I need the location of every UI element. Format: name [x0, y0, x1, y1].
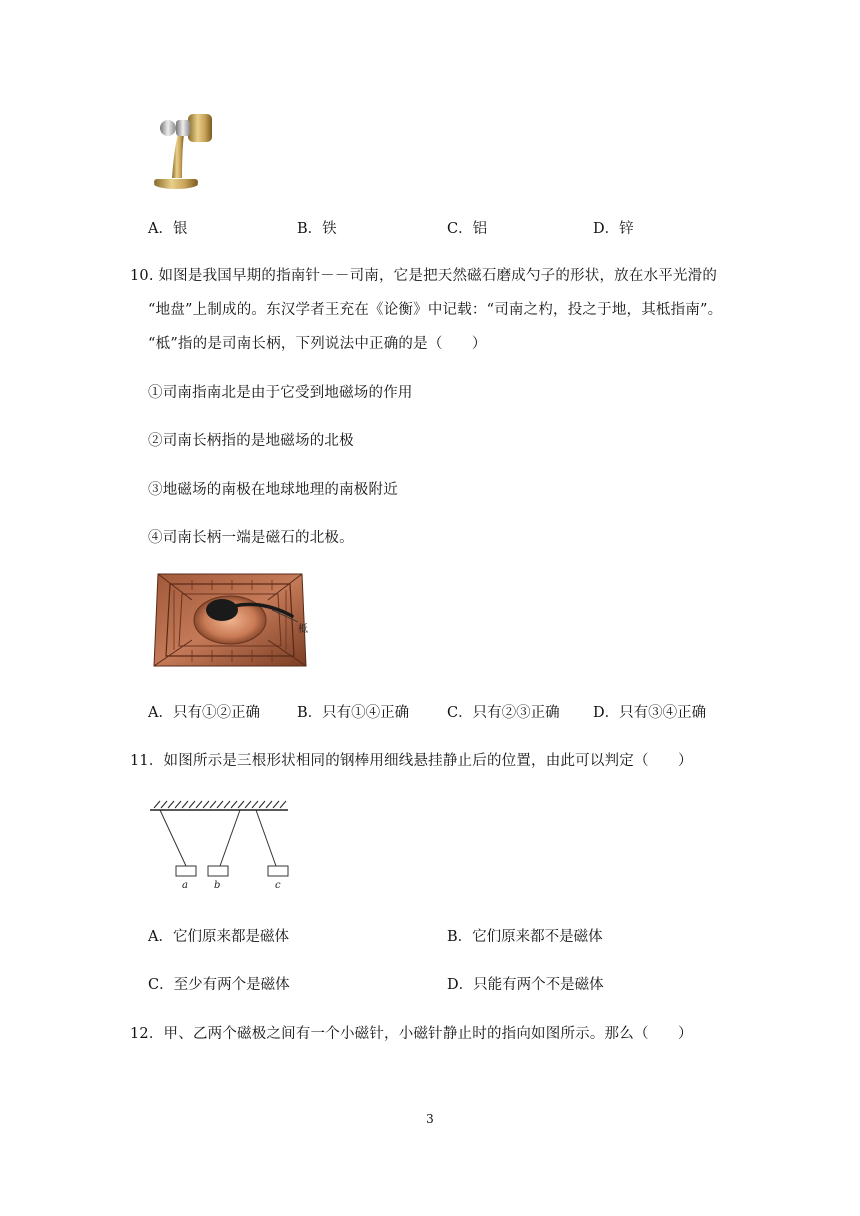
sinan-compass-image — [152, 570, 322, 672]
q10-option-d: D．只有③④正确 — [593, 705, 707, 721]
rod-label-c: c — [275, 880, 281, 891]
q9-option-b: B．铁 — [297, 221, 337, 237]
page-number: 3 — [426, 1112, 434, 1126]
rod-label-a: a — [182, 880, 188, 891]
q10-statement-1: ①司南指南北是由于它受到地磁场的作用 — [148, 385, 413, 401]
q9-option-d: D．锌 — [593, 221, 634, 237]
q11-option-b: B．它们原来都不是磁体 — [447, 929, 603, 945]
q10-statement-2: ②司南长柄指的是地磁场的北极 — [148, 433, 354, 449]
q11-stem: 11．如图所示是三根形状相同的钢棒用细线悬挂静止后的位置，由此可以判定（ ） — [130, 753, 693, 769]
q9-option-a: A．银 — [148, 221, 188, 237]
q11-option-d: D．只能有两个不是磁体 — [447, 977, 604, 993]
q11-option-a: A．它们原来都是磁体 — [148, 929, 289, 945]
q10-option-c: C．只有②③正确 — [447, 705, 560, 721]
q11-option-c: C．至少有两个是磁体 — [148, 977, 290, 993]
q9-option-c: C．铝 — [447, 221, 488, 237]
q10-statement-3: ③地磁场的南极在地球地理的南极附近 — [148, 482, 398, 498]
q10-stem-line-1: 10. 如图是我国早期的指南针－－司南，它是把天然磁石磨成勺子的形状，放在水平光滑的 — [130, 268, 718, 284]
door-stopper-image — [150, 110, 220, 195]
q12-stem: 12．甲、乙两个磁极之间有一个小磁针，小磁针静止时的指向如图所示。那么（ ） — [130, 1026, 693, 1042]
q10-stem-line-3: “柢”指的是司南长柄，下列说法中正确的是（ ） — [148, 336, 487, 352]
hanging-rods-figure — [148, 798, 293, 894]
q10-option-a: A．只有①②正确 — [148, 705, 260, 721]
rod-label-b: b — [214, 880, 221, 891]
q10-option-b: B．只有①④正确 — [297, 705, 410, 721]
q10-statement-4: ④司南长柄一端是磁石的北极。 — [148, 530, 354, 546]
sinan-handle-label: 柢 — [298, 624, 308, 635]
q10-stem-line-2: “地盘”上制成的。东汉学者王充在《论衡》中记载：“司南之杓，投之于地，其柢指南”。 — [148, 302, 723, 318]
